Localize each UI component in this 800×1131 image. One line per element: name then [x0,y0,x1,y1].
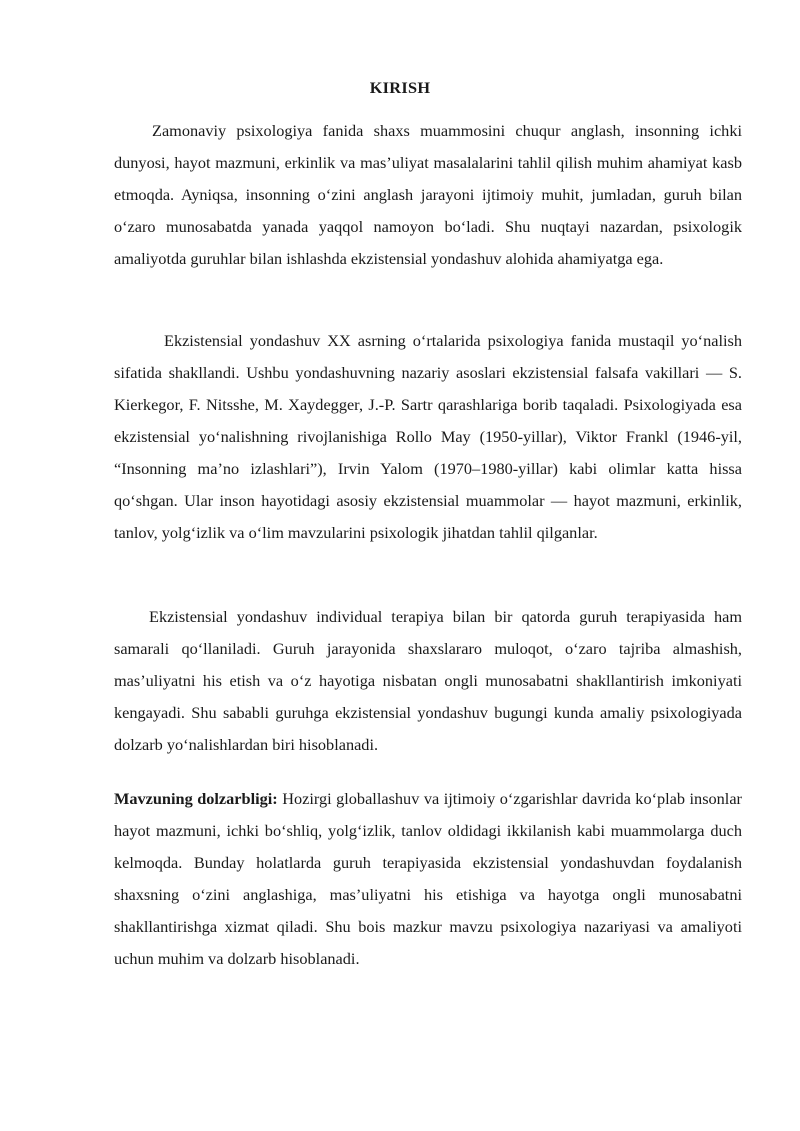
paragraph-history: Ekzistensial yondashuv XX asrning o‘rtalarida psixologiya fanida mustaqil yo‘nalish sifatida shakllandi. Ushbu yondashuvning nazariy asoslari ekzistensial falsafa vakillari — S. Kierkegor, F. Nitsshe, M. Xaydegger, J.-P. Sartr qarashlariga borib taqaladi. Psixologiyada esa ekzistensial yo‘nalishning rivojlanishiga Rollo May (1950-yillar), Viktor Frankl (1946-yil, “Insonning ma’no izlashlari”), Irvin Yalom (1970–1980-yillar) kabi olimlar katta hissa qo‘shgan. Ular inson hayotidagi asosiy ekzistensial muammolar — hayot mazmuni, erkinlik, tanlov, yolg‘izlik va o‘lim mavzularini psixologik jihatdan tahlil qilganlar. [114,331,742,542]
relevance-heading: Mavzuning dolzarbligi: [114,789,278,808]
paragraph-intro: Zamonaviy psixologiya fanida shaxs muammosini chuqur anglash, insonning ichki dunyosi, hayot mazmuni, erkinlik va mas’uliyat masalalarini tahlil qilish muhim ahamiyat kasb etmoqda. Ayniqsa, insonning o‘zini anglash jarayoni ijtimoiy muhit, jumladan, guruh bilan o‘zaro munosabatda yanada yaqqol namoyon bo‘ladi. Shu nuqtayi nazardan, psixologik amaliyotda guruhlar bilan ishlashda ekzistensial yondashuv alohida ahamiyatga ega. [114,121,742,268]
paragraph-group-therapy: Ekzistensial yondashuv individual terapiya bilan bir qatorda guruh terapiyasida ham samarali qo‘llaniladi. Guruh jarayonida shaxslararo muloqot, o‘zaro tajriba almashish, mas’uliyatni his etish va o‘z hayotiga nisbatan ongli munosabatni shakllantirish imkoniyati kengayadi. Shu sababli guruhga ekzistensial yondashuv bugungi kunda amaliy psixologiyada dolzarb yo‘nalishlardan biri hisoblanadi. [114,607,742,754]
relevance-body: Hozirgi globallashuv va ijtimoiy o‘zgarishlar davrida ko‘plab insonlar hayot mazmuni, ichki bo‘shliq, yolg‘izlik, tanlov oldidagi ikkilanish kabi muammolarga duch kelmoqda. Bunday holatlarda guruh terapiyasida ekzistensial yondashuvdan foydalanish shaxsning o‘zini anglashiga, mas’uliyatni his etishiga va hayotga ongli munosabatni shakllantirishga xizmat qiladi. Shu bois mazkur mavzu psixologiya nazariyasi va amaliyoti uchun muhim va dolzarb hisoblanadi. [114,789,742,968]
paragraph-relevance [114,783,742,975]
section-title: KIRISH [369,78,431,97]
